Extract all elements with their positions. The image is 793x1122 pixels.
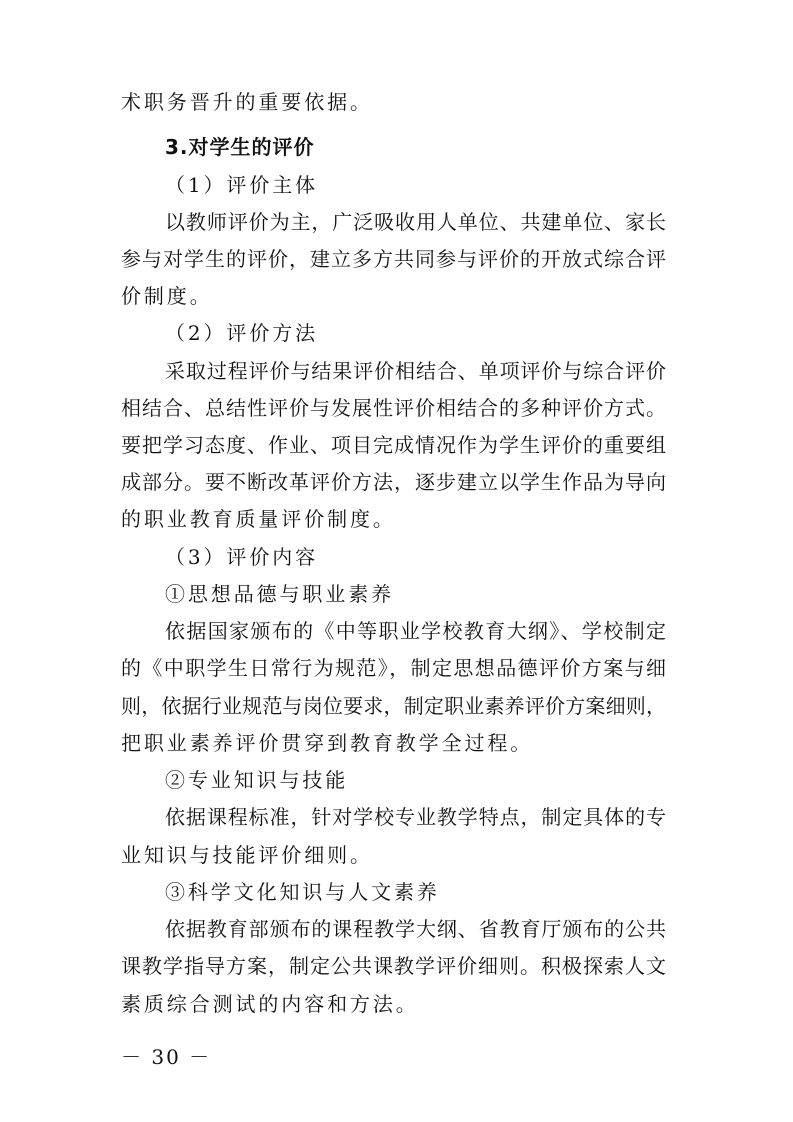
paragraph-line: 价制度。 xyxy=(121,284,213,308)
item-heading: ②专业知识与技能 xyxy=(165,768,349,792)
paragraph-line: 的《中职学生日常行为规范》，制定思想品德评价方案与细 xyxy=(121,656,666,680)
subsection-heading: （2）评价方法 xyxy=(165,321,319,345)
paragraph-line: 参与对学生的评价，建立多方共同参与评价的开放式综合评 xyxy=(121,247,666,271)
paragraph-line: 采取过程评价与结果评价相结合、单项评价与综合评价 xyxy=(165,359,666,383)
paragraph-line: 依据课程标准，针对学校专业教学特点，制定具体的专 xyxy=(165,805,666,829)
paragraph-line: 以教师评价为主，广泛吸收用人单位、共建单位、家长 xyxy=(165,210,666,234)
paragraph-line: 依据国家颁布的《中等职业学校教育大纲》、学校制定 xyxy=(165,619,666,643)
subsection-heading: （3）评价内容 xyxy=(165,545,319,569)
subsection-heading: （1）评价主体 xyxy=(165,173,319,197)
section-heading: 3.对学生的评价 xyxy=(165,135,315,159)
paragraph-line: 术职务晋升的重要依据。 xyxy=(121,90,373,114)
paragraph-line: 把职业素养评价贯穿到教育教学全过程。 xyxy=(121,731,534,755)
item-heading: ①思想品德与职业素养 xyxy=(165,582,394,606)
paragraph-line: 相结合、总结性评价与发展性评价相结合的多种评价方式。 xyxy=(121,396,666,420)
paragraph-line: 要把学习态度、作业、项目完成情况作为学生评价的重要组 xyxy=(121,433,666,457)
item-heading: ③科学文化知识与人文素养 xyxy=(165,880,440,904)
paragraph-line: 依据教育部颁布的课程教学大纲、省教育厅颁布的公共 xyxy=(165,917,666,941)
paragraph-line: 课教学指导方案，制定公共课教学评价细则。积极探索人文 xyxy=(121,954,666,978)
paragraph-line: 的职业教育质量评价制度。 xyxy=(121,507,396,531)
paragraph-line: 业知识与技能评价细则。 xyxy=(121,843,373,867)
paragraph-line: 成部分。要不断改革评价方法，逐步建立以学生作品为导向 xyxy=(121,470,666,494)
paragraph-line: 素质综合测试的内容和方法。 xyxy=(121,992,419,1016)
paragraph-line: 则，依据行业规范与岗位要求，制定职业素养评价方案细则， xyxy=(121,694,666,718)
page-number: － 30 － xyxy=(121,1045,212,1069)
